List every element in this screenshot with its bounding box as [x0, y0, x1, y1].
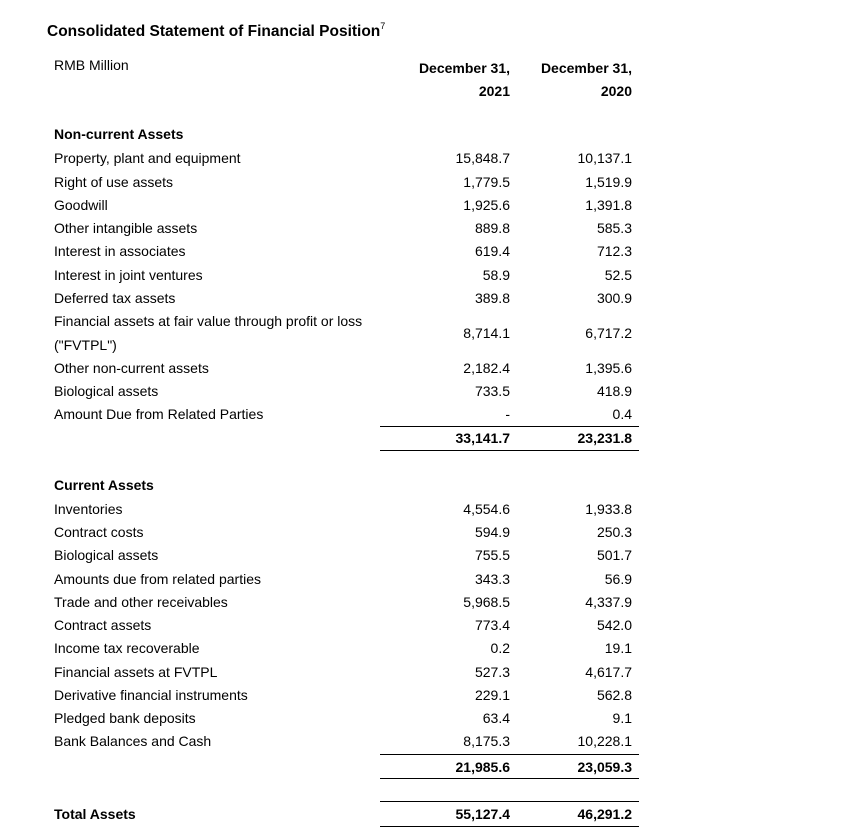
subtotal-rule	[513, 426, 639, 427]
subtotal-rule	[380, 426, 513, 427]
value-2021: 58.9	[482, 267, 510, 283]
currency-unit: RMB Million	[54, 57, 129, 73]
value-2020: 418.9	[596, 383, 632, 399]
value-2021: 594.9	[474, 524, 510, 540]
total-rule	[513, 801, 639, 802]
row-label: Biological assets	[54, 547, 159, 563]
row-label: Inventories	[54, 501, 123, 517]
row-label: Financial assets at FVTPL	[54, 664, 218, 680]
footnote-marker: 7	[380, 21, 386, 31]
row-label: Interest in associates	[54, 243, 186, 259]
row-label: Amount Due from Related Parties	[54, 406, 264, 422]
subtotal-current-2020: 23,059.3	[577, 759, 632, 775]
value-2020: 6,717.2	[585, 325, 632, 341]
row-label: Right of use assets	[54, 174, 174, 190]
value-2021: 619.4	[474, 243, 510, 259]
section-heading-non-current: Non-current Assets	[54, 126, 184, 142]
row-label: Derivative financial instruments	[54, 687, 248, 703]
total-assets-2021: 55,127.4	[455, 806, 510, 822]
column-header-2021: December 31, 2021	[418, 60, 510, 99]
value-2021: 8,714.1	[463, 325, 510, 341]
subtotal-rule	[380, 754, 513, 755]
subtotal-rule	[380, 778, 513, 779]
value-2021: 889.8	[474, 220, 510, 236]
section-heading-current: Current Assets	[54, 477, 154, 493]
value-2021: 1,779.5	[463, 174, 510, 190]
row-label: Interest in joint ventures	[54, 267, 203, 283]
value-2021: 389.8	[474, 290, 510, 306]
subtotal-non-current-2020: 23,231.8	[577, 430, 632, 446]
subtotal-rule	[513, 754, 639, 755]
value-2021: 229.1	[474, 687, 510, 703]
value-2020: 1,395.6	[585, 360, 632, 376]
value-2020: 4,617.7	[585, 664, 632, 680]
row-label: Other intangible assets	[54, 220, 198, 236]
statement-title: Consolidated Statement of Financial Position$^7$	[47, 21, 386, 41]
value-2021: 343.3	[474, 571, 510, 587]
value-2020: 19.1	[604, 640, 632, 656]
value-2020: 585.3	[596, 220, 632, 236]
row-label: Amounts due from related parties	[54, 571, 261, 587]
row-label: Trade and other receivables	[54, 594, 228, 610]
value-2021: 8,175.3	[463, 733, 510, 749]
value-2020: 501.7	[596, 547, 632, 563]
value-2020: 562.8	[596, 687, 632, 703]
subtotal-rule	[513, 778, 639, 779]
value-2020: 9.1	[612, 710, 632, 726]
row-label: Bank Balances and Cash	[54, 733, 212, 749]
subtotal-current-2021: 21,985.6	[455, 759, 510, 775]
value-2021: 5,968.5	[463, 594, 510, 610]
value-2021: 2,182.4	[463, 360, 510, 376]
value-2021: 1,925.6	[463, 197, 510, 213]
total-rule	[513, 826, 639, 827]
value-2020: 52.5	[604, 267, 632, 283]
value-2020: 10,137.1	[577, 150, 632, 166]
value-2021: 773.4	[474, 617, 510, 633]
row-label: Goodwill	[54, 197, 108, 213]
value-2021: 4,554.6	[463, 501, 510, 517]
row-label: Deferred tax assets	[54, 290, 176, 306]
row-label: Contract assets	[54, 617, 152, 633]
subtotal-rule	[380, 450, 513, 451]
total-rule	[380, 826, 513, 827]
total-rule	[380, 801, 513, 802]
total-assets-2020: 46,291.2	[577, 806, 632, 822]
value-2020: 712.3	[596, 243, 632, 259]
subtotal-non-current-2021: 33,141.7	[455, 430, 510, 446]
row-label: Income tax recoverable	[54, 640, 200, 656]
subtotal-rule	[513, 450, 639, 451]
total-assets-label: Total Assets	[54, 806, 136, 822]
column-header-2020: December 31, 2020	[540, 60, 632, 99]
row-label: Financial assets at fair value through profit or loss ("FVTPL")	[54, 313, 363, 353]
value-2020: 1,391.8	[585, 197, 632, 213]
value-2020: 1,933.8	[585, 501, 632, 517]
row-label: Property, plant and equipment	[54, 150, 241, 166]
value-2021: -	[505, 406, 510, 422]
value-2021: 0.2	[490, 640, 510, 656]
row-label: Biological assets	[54, 383, 159, 399]
value-2020: 56.9	[604, 571, 632, 587]
value-2020: 4,337.9	[585, 594, 632, 610]
value-2020: 300.9	[596, 290, 632, 306]
row-label: Contract costs	[54, 524, 144, 540]
value-2021: 733.5	[474, 383, 510, 399]
value-2021: 15,848.7	[455, 150, 510, 166]
value-2020: 1,519.9	[585, 174, 632, 190]
value-2020: 250.3	[596, 524, 632, 540]
value-2020: 542.0	[596, 617, 632, 633]
value-2021: 755.5	[474, 547, 510, 563]
row-label: Other non-current assets	[54, 360, 209, 376]
value-2021: 63.4	[482, 710, 510, 726]
value-2021: 527.3	[474, 664, 510, 680]
value-2020: 0.4	[612, 406, 632, 422]
value-2020: 10,228.1	[577, 733, 632, 749]
row-label: Pledged bank deposits	[54, 710, 196, 726]
